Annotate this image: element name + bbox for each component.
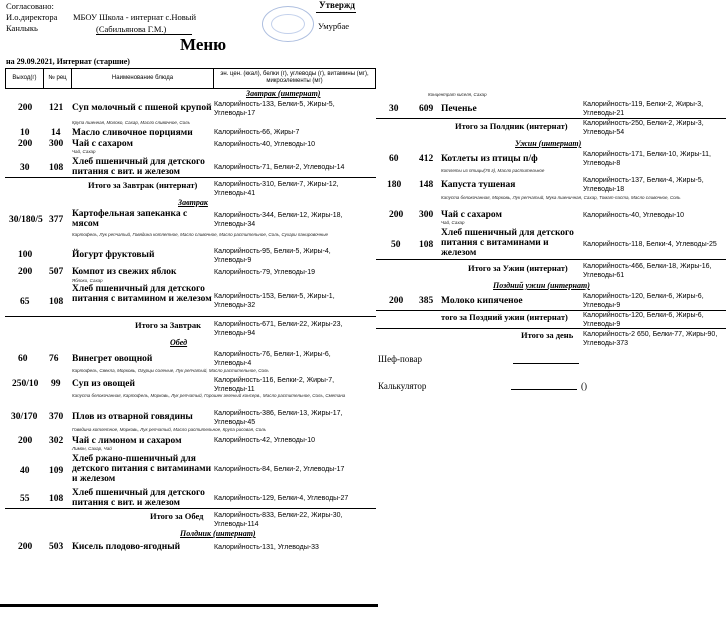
item-recipe: 300: [49, 139, 64, 149]
item-nutrition: Калорийность-133, Белки-5, Жиры-5, Углеводы-17: [214, 101, 335, 117]
item-ingredients: Крупа пшенная, Молоко, Сахар, Масло сливочное, Соль: [72, 120, 190, 125]
item-name: Чай с сахаром: [72, 139, 133, 149]
item-nutrition: Калорийность-131, Углеводы-33: [214, 544, 319, 551]
item-nutrition: Калорийность-76, Белки-1, Жиры-6, Углеводы-4: [214, 351, 331, 367]
total-label: Итого за Ужин (интернат): [468, 263, 568, 273]
item-recipe: 385: [419, 296, 434, 306]
item-nutrition: Калорийность-153, Белки-5, Жиры-1, Углеводы-32: [214, 293, 335, 309]
item-recipe: 108: [419, 240, 434, 250]
item-recipe: 300: [419, 210, 434, 220]
item-recipe: 121: [49, 103, 64, 113]
item-name: Чай с лимоном и сахаром: [72, 436, 182, 446]
carry-ingredients: Концентрат киселя, Сахар: [428, 92, 487, 97]
item-nutrition: Калорийность-95, Белки-5, Жиры-4, Углеводы-9: [214, 248, 331, 264]
item-recipe: 108: [49, 163, 64, 173]
item-name: Чай с сахаром: [441, 210, 502, 220]
item-recipe: 108: [49, 494, 64, 504]
item-nutrition: Калорийность-344, Белки-12, Жиры-18, Углеводы-34: [214, 212, 343, 228]
item-output: 180: [387, 180, 402, 190]
item-name: Йогурт фруктовый: [72, 250, 155, 260]
director-name: (Сабильянова Г.М.): [96, 24, 167, 34]
item-output: 30: [389, 104, 399, 114]
section-breakfast-internat: Завтрак (интернат): [246, 89, 321, 98]
date-line: на 29.09.2021, Интернат (старшие): [6, 57, 130, 66]
item-nutrition: Калорийность-171, Белки-10, Жиры-11, Углеводы-8: [583, 151, 711, 167]
total-nutrition: Калорийность-833, Белки-22, Жиры-30, Углеводы-114: [214, 512, 343, 528]
total-label: Итого за Полдник (интернат): [455, 121, 568, 131]
stamp-seal-icon: [262, 6, 314, 42]
item-output: 200: [18, 436, 33, 446]
item-ingredients: Чай, Сахар: [72, 149, 96, 154]
item-recipe: 507: [49, 267, 64, 277]
item-nutrition: Калорийность-84, Белки-2, Углеводы-17: [214, 466, 345, 473]
item-nutrition: Калорийность-71, Белки-2, Углеводы-14: [214, 164, 345, 171]
item-recipe: 76: [49, 354, 59, 364]
item-ingredients: Чай, Сахар: [441, 220, 465, 225]
page-title: Меню: [180, 35, 227, 54]
item-output: 55: [20, 494, 30, 504]
director-label: И.о.директора: [6, 12, 58, 22]
item-nutrition: Калорийность-386, Белки-13, Жиры-17, Углеводы-45: [214, 410, 343, 426]
item-recipe: 109: [49, 466, 64, 476]
total-label: Итого за Завтрак (интернат): [88, 180, 198, 190]
item-ingredients: Капуста белокочанная, Морковь, Лук репчатый, Мука пшеничная, Сахар, Томат-паста, Масло сливочное, Соль: [441, 195, 681, 200]
item-ingredients: Котлеты из птицы(76 г), Масло растительное: [441, 168, 545, 173]
item-output: 200: [18, 542, 33, 552]
item-recipe: 14: [51, 128, 61, 138]
item-recipe: 302: [49, 436, 64, 446]
item-ingredients: Лимон, Сахар, Чай: [72, 446, 112, 451]
calculator-label: Калькулятор: [378, 381, 427, 391]
approved-name: Умурбае: [318, 21, 350, 31]
col-nutrition-header: эн. цен. (ккал), белки (г), углеводы (г), витамины (мг), микроэлементы (мг): [220, 71, 369, 84]
total-label: Итого за Завтрак: [135, 320, 202, 330]
item-ingredients: Картофель, Свекла, Морковь, Огурцы соленые, Лук репчатый, Масло растительное, Соль: [72, 368, 269, 373]
item-recipe: 609: [419, 104, 434, 114]
item-nutrition: Калорийность-129, Белки-4, Углеводы-27: [214, 495, 349, 502]
item-recipe: 99: [51, 379, 61, 389]
item-output: 250/10: [12, 379, 39, 389]
total-nutrition: Калорийность-250, Белки-2, Жиры-3, Углеводы-54: [583, 120, 704, 136]
item-name: Капуста тушеная: [441, 180, 516, 190]
item-recipe: 148: [419, 180, 434, 190]
item-name: Кисель плодово-ягодный: [72, 542, 181, 552]
item-name: Хлеб пшеничный для детского питания с вит. и железом: [72, 157, 205, 177]
item-nutrition: Калорийность-119, Белки-2, Жиры-3, Углеводы-21: [583, 101, 704, 117]
total-label: Итого за Обед: [150, 511, 204, 521]
organization-name: МБОУ Школа - интернат с.Новый: [73, 12, 197, 22]
approved-label: Утвержд: [319, 0, 355, 10]
section-dinner: Ужин (интернат): [515, 139, 582, 148]
item-output: 200: [18, 139, 33, 149]
total-nutrition: Калорийность-466, Белки-18, Жиры-16, Углеводы-61: [583, 263, 712, 279]
section-lunch: Обед: [170, 338, 188, 347]
item-nutrition: Калорийность-137, Белки-4, Жиры-5, Углеводы-18: [583, 177, 704, 193]
item-ingredients: Картофель, Лук репчатый, Говядина котлетное, Масло сливочное, Масло растительное, Соль, Сухари панировочные: [72, 232, 329, 237]
col-dish-header: Наименование блюда: [111, 75, 174, 81]
item-output: 100: [18, 250, 33, 260]
item-nutrition: Калорийность-118, Белки-4, Углеводы-25: [583, 241, 717, 248]
item-output: 30: [20, 163, 30, 173]
item-output: 60: [389, 154, 399, 164]
item-name: Хлеб пшеничный для детского питания с витамином и железом: [72, 284, 212, 304]
item-recipe: 377: [49, 215, 64, 225]
item-nutrition: Калорийность-116, Белки-2, Жиры-7, Углеводы-11: [214, 377, 335, 393]
item-name: Хлеб ржано-пшеничный для детского питания с витаминами и железом: [72, 454, 212, 484]
item-nutrition: Калорийность-79, Углеводы-19: [214, 269, 315, 276]
item-name: Суп из овощей: [72, 379, 135, 389]
item-name: Котлеты из птицы п/ф: [441, 154, 538, 164]
item-ingredients: Капуста белокочанная, Картофель, Морковь, Лук репчатый, Горошек зеленый консерв., Масло растительное, Соль, Сметана: [72, 393, 346, 398]
item-output: 200: [389, 210, 404, 220]
day-total-nutrition: Калорийность-2 650, Белки-77, Жиры-90, Углеводы-373: [583, 331, 718, 347]
item-name: Картофельная запеканка с мясом: [72, 209, 188, 229]
item-nutrition: Калорийность-40, Углеводы-10: [214, 141, 315, 148]
item-recipe: 503: [49, 542, 64, 552]
item-output: 50: [391, 240, 401, 250]
item-name: Хлеб пшеничный для детского питания с витаминами и железом: [441, 228, 574, 258]
total-nutrition: Калорийность-310, Белки-7, Жиры-12, Углеводы-41: [214, 181, 339, 197]
section-breakfast: Завтрак: [178, 198, 208, 207]
item-output: 10: [20, 128, 30, 138]
section-late-dinner: Поздний ужин (интернат): [493, 281, 590, 290]
day-total-label: Итого за день: [521, 330, 574, 340]
item-ingredients: Яблоки, Сахар: [72, 278, 103, 283]
item-name: Винегрет овощной: [72, 354, 153, 364]
item-output: 30/180/5: [9, 215, 43, 225]
item-nutrition: Калорийность-40, Углеводы-10: [583, 212, 684, 219]
calculator-signature: (): [581, 381, 587, 391]
item-output: 40: [20, 466, 30, 476]
item-output: 200: [18, 103, 33, 113]
item-output: 200: [389, 296, 404, 306]
item-ingredients: Говядина котлетное, Морковь, Лук репчатый, Масло растительное, Крупа рисовая, Соль: [72, 427, 267, 432]
col-recipe-header: № рец: [48, 75, 67, 81]
item-output: 60: [18, 354, 28, 364]
item-name: Молоко кипяченое: [441, 296, 523, 306]
item-output: 200: [18, 267, 33, 277]
item-name: Масло сливочное порциями: [72, 128, 193, 138]
agreed-label: Согласовано:: [6, 1, 54, 11]
item-recipe: 370: [49, 412, 64, 422]
col-output-header: Выход(г): [12, 75, 37, 81]
total-nutrition: Калорийность-120, Белки-6, Жиры-6, Углеводы-9: [583, 312, 704, 328]
item-recipe: 108: [49, 297, 64, 307]
item-name: Хлеб пшеничный для детского питания с вит. и железом: [72, 488, 205, 508]
total-nutrition: Калорийность-671, Белки-22, Жиры-23, Углеводы-94: [214, 321, 343, 337]
chef-label: Шеф-повар: [378, 354, 422, 364]
item-output: 30/170: [11, 412, 38, 422]
item-output: 65: [20, 297, 30, 307]
item-nutrition: Калорийность-66, Жиры-7: [214, 129, 300, 136]
town-label: Канлыкь: [6, 23, 38, 33]
item-name: Печенье: [441, 104, 477, 114]
section-snack: Полдник (интернат): [180, 529, 256, 538]
item-name: Компот из свежих яблок: [72, 267, 177, 277]
item-name: Плов из отварной говядины: [72, 412, 193, 422]
item-nutrition: Калорийность-42, Углеводы-10: [214, 437, 315, 444]
item-name: Суп молочный с пшеной крупой: [72, 103, 212, 113]
item-nutrition: Калорийность-120, Белки-6, Жиры-6, Углеводы-9: [583, 293, 704, 309]
item-recipe: 412: [419, 154, 434, 164]
total-label: того за Поздний ужин (интернат): [441, 312, 568, 322]
